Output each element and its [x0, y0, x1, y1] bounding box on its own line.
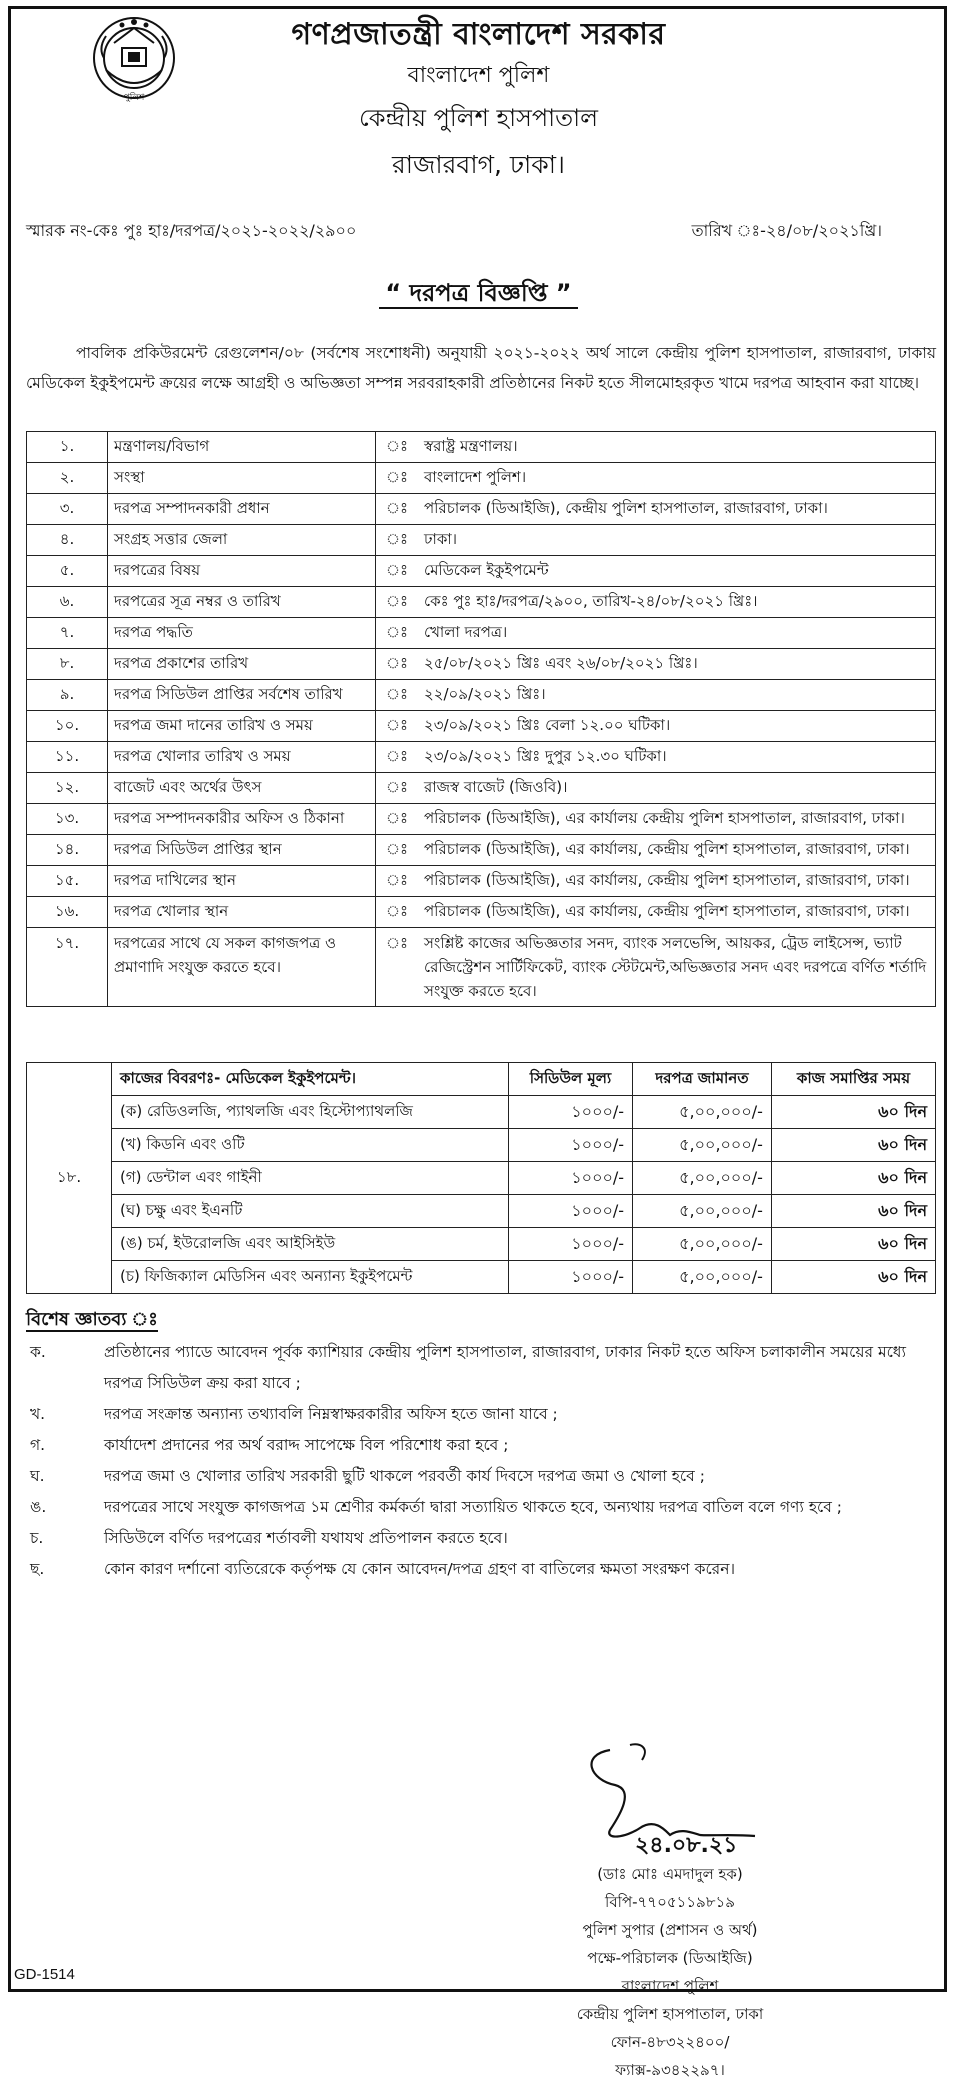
note-text: সিডিউলে বর্ণিত দরপত্রের শর্তাবলী যথাযথ প্রতিপালন করতে হবে।: [104, 1529, 508, 1547]
row-value: মেডিকেল ইকুইপমেন্ট: [418, 556, 936, 587]
work-description: (খ) কিডনি এবং ওটি: [112, 1129, 509, 1162]
tender-security: ৫,০০,০০০/-: [633, 1096, 772, 1129]
row-value: স্বরাষ্ট্র মন্ত্রণালয়।: [418, 432, 936, 463]
row-number: ১৭.: [27, 928, 108, 1007]
row-label: মন্ত্রণালয়/বিভাগ: [108, 432, 376, 463]
tender-security: ৫,০০,০০০/-: [633, 1228, 772, 1261]
note-item: [30, 1523, 930, 1554]
intro-paragraph: পাবলিক প্রকিউরমেন্ট রেগুলেশন/০৮ (সর্বশেষ সংশোধনী) অনুযায়ী ২০২১-২০২২ অর্থ সালে কেন্দ্রীয় পুলিশ হাসপাতাল, রাজারবাগ, ঢাকায় মেডিকেল ইকুইপমেন্ট ক্রয়ের লক্ষে আগ্রহী ও অভিজ্ঞতা সম্পন্ন সরবরাহকারী প্রতিষ্ঠানের নিকট হতে সীলমোহরকৃত খামে দরপত্র আহবান করা যাচ্ছে।: [26, 344, 936, 392]
table-row: [27, 866, 936, 897]
table-row: [27, 804, 936, 835]
row-label: দরপত্র সিডিউল প্রাপ্তির সর্বশেষ তারিখ: [108, 680, 376, 711]
row-number: ১৬.: [27, 897, 108, 928]
table-row: [27, 835, 936, 866]
row-label: দরপত্র সিডিউল প্রাপ্তির স্থান: [108, 835, 376, 866]
note-item: [30, 1337, 930, 1399]
emblem-text: পুলিশ: [123, 93, 145, 103]
note-mark: গ.: [30, 1436, 46, 1454]
table-row: [27, 897, 936, 928]
completion-time: ৬০ দিন: [771, 1096, 935, 1129]
row-value: পরিচালক (ডিআইজি), এর কার্যালয়, কেন্দ্রীয় পুলিশ হাসপাতাল, রাজারবাগ, ঢাকা।: [418, 835, 936, 866]
work-description: (চ) ফিজিক্যাল মেডিসিন এবং অন্যান্য ইকুইপমেন্ট: [112, 1261, 509, 1294]
row-value: সংশ্লিষ্ট কাজের অভিজ্ঞতার সনদ, ব্যাংক সলভেন্সি, আয়কর, ট্রেড লাইসেন্স, ভ্যাট রেজিস্ট্রেশন সার্টিফিকেট, ব্যাংক স্টেটমেন্ট,অভিজ্ঞতার সনদ এবং দরপত্রে বর্ণিত শর্তাদি সংযুক্ত করতে হবে।: [418, 928, 936, 1007]
row-label: দরপত্র খোলার তারিখ ও সময়: [108, 742, 376, 773]
special-notes-list: [30, 1337, 930, 1585]
row-value: পরিচালক (ডিআইজি), কেন্দ্রীয় পুলিশ হাসপাতাল, রাজারবাগ, ঢাকা।: [418, 494, 936, 525]
table-row: [27, 525, 936, 556]
table-row: [27, 587, 936, 618]
note-mark: খ.: [30, 1405, 46, 1423]
row-number: ১.: [27, 432, 108, 463]
row-number: ১১.: [27, 742, 108, 773]
row-value: ২৫/০৮/২০২১ খ্রিঃ এবং ২৬/০৮/২০২১ খ্রিঃ।: [418, 649, 936, 680]
row-colon: ঃ: [376, 618, 419, 649]
signatory-office: কেন্দ্রীয় পুলিশ হাসপাতাল, ঢাকা: [576, 2005, 764, 2023]
works-row: [27, 1228, 936, 1261]
row-colon: ঃ: [376, 525, 419, 556]
row-colon: ঃ: [376, 463, 419, 494]
row-colon: ঃ: [376, 432, 419, 463]
signatory-dept: বাংলাদেশ পুলিশ: [621, 1977, 719, 1995]
row-number: ১৫.: [27, 866, 108, 897]
row-label: দরপত্র সম্পাদনকারীর অফিস ও ঠিকানা: [108, 804, 376, 835]
tender-security: ৫,০০,০০০/-: [633, 1129, 772, 1162]
work-description: (গ) ডেন্টাল এবং গাইনী: [112, 1162, 509, 1195]
row-number: ৩.: [27, 494, 108, 525]
note-mark: ঙ.: [30, 1498, 47, 1516]
note-text: দরপত্রের সাথে সংযুক্ত কাগজপত্র ১ম শ্রেণীর কর্মকর্তা দ্বারা সত্যায়িত থাকতে হবে, অন্যথায় দরপত্র বাতিল বলে গণ্য হবে ;: [104, 1498, 842, 1516]
works-row: [27, 1129, 936, 1162]
table-row: [27, 556, 936, 587]
signatory-phone: ফোন-৪৮৩২২৪০০/ফ্যাক্স-৯৩৪২২৯৭।: [610, 2033, 730, 2079]
row-colon: ঃ: [376, 556, 419, 587]
note-mark: ক.: [30, 1343, 46, 1361]
signature-block: [560, 1860, 780, 2084]
row-colon: ঃ: [376, 773, 419, 804]
note-text: প্রতিষ্ঠানের প্যাডে আবেদন পূর্বক ক্যাশিয়ার কেন্দ্রীয় পুলিশ হাসপাতাল, রাজারবাগ, ঢাকার নিকট হতে অফিস চলাকালীন সময়ের মধ্যে দরপত্র সিডিউল ক্রয় করা যাবে ;: [104, 1343, 906, 1392]
schedule-price: ১০০০/-: [509, 1228, 633, 1261]
work-description: (ঙ) চর্ম, ইউরোলজি এবং আইসিইউ: [112, 1228, 509, 1261]
special-notes-title: বিশেষ জ্ঞাতব্য ঃ: [26, 1309, 158, 1330]
government-title: গণপ্রজাতন্ত্রী বাংলাদেশ সরকার: [291, 17, 666, 52]
note-item: [30, 1492, 930, 1523]
works-row: [27, 1162, 936, 1195]
table-row: [27, 494, 936, 525]
row-number: ১২.: [27, 773, 108, 804]
row-label: সংস্থা: [108, 463, 376, 494]
row-value: বাংলাদেশ পুলিশ।: [418, 463, 936, 494]
row-number: ৮.: [27, 649, 108, 680]
works-header-row: [27, 1063, 936, 1096]
table-row: [27, 432, 936, 463]
works-table: [26, 1062, 936, 1294]
row-colon: ঃ: [376, 680, 419, 711]
works-header: কাজের বিবরণঃ- মেডিকেল ইকুইপমেন্ট।: [112, 1063, 509, 1096]
memo-number: স্মারক নং-কেঃ পুঃ হাঃ/দরপত্র/২০২১-২০২২/২৯০০: [26, 221, 357, 240]
works-header: কাজ সমাপ্তির সময়: [771, 1063, 935, 1096]
tender-info-table: [26, 431, 936, 1007]
note-mark: ঘ.: [30, 1467, 45, 1485]
work-description: (ক) রেডিওলজি, প্যাথলজি এবং হিস্টোপ্যাথলজি: [112, 1096, 509, 1129]
table-row: [27, 680, 936, 711]
works-row: [27, 1261, 936, 1294]
completion-time: ৬০ দিন: [771, 1261, 935, 1294]
location-title: রাজারবাগ, ঢাকা।: [392, 150, 565, 179]
works-header: দরপত্র জামানত: [633, 1063, 772, 1096]
row-value: পরিচালক (ডিআইজি), এর কার্যালয়, কেন্দ্রীয় পুলিশ হাসপাতাল, রাজারবাগ, ঢাকা।: [418, 866, 936, 897]
row-value: পরিচালক (ডিআইজি), এর কার্যালয়, কেন্দ্রীয় পুলিশ হাসপাতাল, রাজারবাগ, ঢাকা।: [418, 897, 936, 928]
note-text: কোন কারণ দর্শানো ব্যতিরেকে কর্তৃপক্ষ যে কোন আবেদন/দপত্র গ্রহণ বা বাতিলের ক্ষমতা সংরক্ষণ করেন।: [104, 1560, 736, 1578]
table-row: [27, 618, 936, 649]
row-colon: ঃ: [376, 587, 419, 618]
row-number: ১৪.: [27, 835, 108, 866]
schedule-price: ১০০০/-: [509, 1195, 633, 1228]
row-label: দরপত্র খোলার স্থান: [108, 897, 376, 928]
table-row: [27, 773, 936, 804]
row-colon: ঃ: [376, 835, 419, 866]
row-number: ১০.: [27, 711, 108, 742]
row-value: পরিচালক (ডিআইজি), এর কার্যালয় কেন্দ্রীয় পুলিশ হাসপাতাল, রাজারবাগ, ঢাকা।: [418, 804, 936, 835]
row-number: ১৩.: [27, 804, 108, 835]
note-mark: চ.: [30, 1529, 44, 1547]
row-colon: ঃ: [376, 928, 419, 1007]
row-value: ঢাকা।: [418, 525, 936, 556]
completion-time: ৬০ দিন: [771, 1195, 935, 1228]
tender-security: ৫,০০,০০০/-: [633, 1162, 772, 1195]
row-value: কেঃ পুঃ হাঃ/দরপত্র/২৯০০, তারিখ-২৪/০৮/২০২১ খ্রিঃ।: [418, 587, 936, 618]
tender-security: ৫,০০,০০০/-: [633, 1261, 772, 1294]
works-row: [27, 1195, 936, 1228]
tender-security: ৫,০০,০০০/-: [633, 1195, 772, 1228]
row-label: দরপত্র সম্পাদনকারী প্রধান: [108, 494, 376, 525]
table-row: [27, 463, 936, 494]
row-colon: ঃ: [376, 711, 419, 742]
works-number: ১৮.: [27, 1063, 112, 1294]
table-row: [27, 711, 936, 742]
completion-time: ৬০ দিন: [771, 1162, 935, 1195]
row-colon: ঃ: [376, 742, 419, 773]
row-value: ২৩/০৯/২০২১ খ্রিঃ দুপুর ১২.৩০ ঘটিকা।: [418, 742, 936, 773]
row-label: দরপত্র দাখিলের স্থান: [108, 866, 376, 897]
row-label: বাজেট এবং অর্থের উৎস: [108, 773, 376, 804]
signatory-behalf: পক্ষে-পরিচালক (ডিআইজি): [587, 1949, 753, 1967]
note-text: দরপত্র সংক্রান্ত অন্যান্য তথ্যাবলি নিম্নস্বাক্ষরকারীর অফিস হতে জানা যাবে ;: [104, 1405, 558, 1423]
schedule-price: ১০০০/-: [509, 1261, 633, 1294]
note-item: [30, 1461, 930, 1492]
schedule-price: ১০০০/-: [509, 1129, 633, 1162]
handwritten-signature: [570, 1740, 760, 1855]
table-row: [27, 928, 936, 1007]
notice-title: “ দরপত্র বিজ্ঞপ্তি ”: [0, 275, 957, 315]
note-item: [30, 1554, 930, 1585]
table-row: [27, 742, 936, 773]
row-colon: ঃ: [376, 649, 419, 680]
row-colon: ঃ: [376, 897, 419, 928]
completion-time: ৬০ দিন: [771, 1228, 935, 1261]
work-description: (ঘ) চক্ষু এবং ইএনটি: [112, 1195, 509, 1228]
row-number: ২.: [27, 463, 108, 494]
row-label: দরপত্রের সূত্র নম্বর ও তারিখ: [108, 587, 376, 618]
signatory-designation: পুলিশ সুপার (প্রশাসন ও অর্থ): [582, 1921, 758, 1939]
row-label: দরপত্রের বিষয়: [108, 556, 376, 587]
row-value: খোলা দরপত্র।: [418, 618, 936, 649]
row-number: ৯.: [27, 680, 108, 711]
works-row: [27, 1096, 936, 1129]
signatory-bp: বিপি-৭৭০৫১১৯৮১৯: [605, 1893, 735, 1911]
row-number: ৬.: [27, 587, 108, 618]
completion-time: ৬০ দিন: [771, 1129, 935, 1162]
note-text: দরপত্র জমা ও খোলার তারিখ সরকারী ছুটি থাকলে পরবর্তী কার্য দিবসে দরপত্র জমা ও খোলা হবে ;: [104, 1467, 705, 1485]
schedule-price: ১০০০/-: [509, 1162, 633, 1195]
row-number: ৭.: [27, 618, 108, 649]
signature-date: ২৪.০৮.২১: [635, 1833, 738, 1855]
row-colon: ঃ: [376, 866, 419, 897]
row-value: রাজস্ব বাজেট (জিওবি)।: [418, 773, 936, 804]
row-label: সংগ্রহ সত্তার জেলা: [108, 525, 376, 556]
office-title: কেন্দ্রীয় পুলিশ হাসপাতাল: [359, 104, 598, 132]
signatory-name: (ডাঃ মোঃ এমদাদুল হক): [597, 1865, 743, 1883]
row-label: দরপত্র জমা দানের তারিখ ও সময়: [108, 711, 376, 742]
row-number: ৫.: [27, 556, 108, 587]
row-value: ২৩/০৯/২০২১ খ্রিঃ বেলা ১২.০০ ঘটিকা।: [418, 711, 936, 742]
note-mark: ছ.: [30, 1560, 45, 1578]
row-colon: ঃ: [376, 494, 419, 525]
table-row: [27, 649, 936, 680]
note-item: [30, 1430, 930, 1461]
note-item: [30, 1399, 930, 1430]
row-number: ৪.: [27, 525, 108, 556]
memo-date: তারিখ ঃ-২৪/০৮/২০২১খ্রি।: [691, 221, 882, 240]
schedule-price: ১০০০/-: [509, 1096, 633, 1129]
works-header: সিডিউল মূল্য: [509, 1063, 633, 1096]
gd-code: GD-1514: [14, 1966, 75, 1983]
row-label: দরপত্র পদ্ধতি: [108, 618, 376, 649]
row-value: ২২/০৯/২০২১ খ্রিঃ।: [418, 680, 936, 711]
row-label: দরপত্র প্রকাশের তারিখ: [108, 649, 376, 680]
department-title: বাংলাদেশ পুলিশ: [407, 63, 550, 88]
row-colon: ঃ: [376, 804, 419, 835]
note-text: কার্যাদেশ প্রদানের পর অর্থ বরাদ্দ সাপেক্ষে বিল পরিশোধ করা হবে ;: [104, 1436, 509, 1454]
row-label: দরপত্রের সাথে যে সকল কাগজপত্র ও প্রমাণাদি সংযুক্ত করতে হবে।: [108, 928, 376, 1007]
